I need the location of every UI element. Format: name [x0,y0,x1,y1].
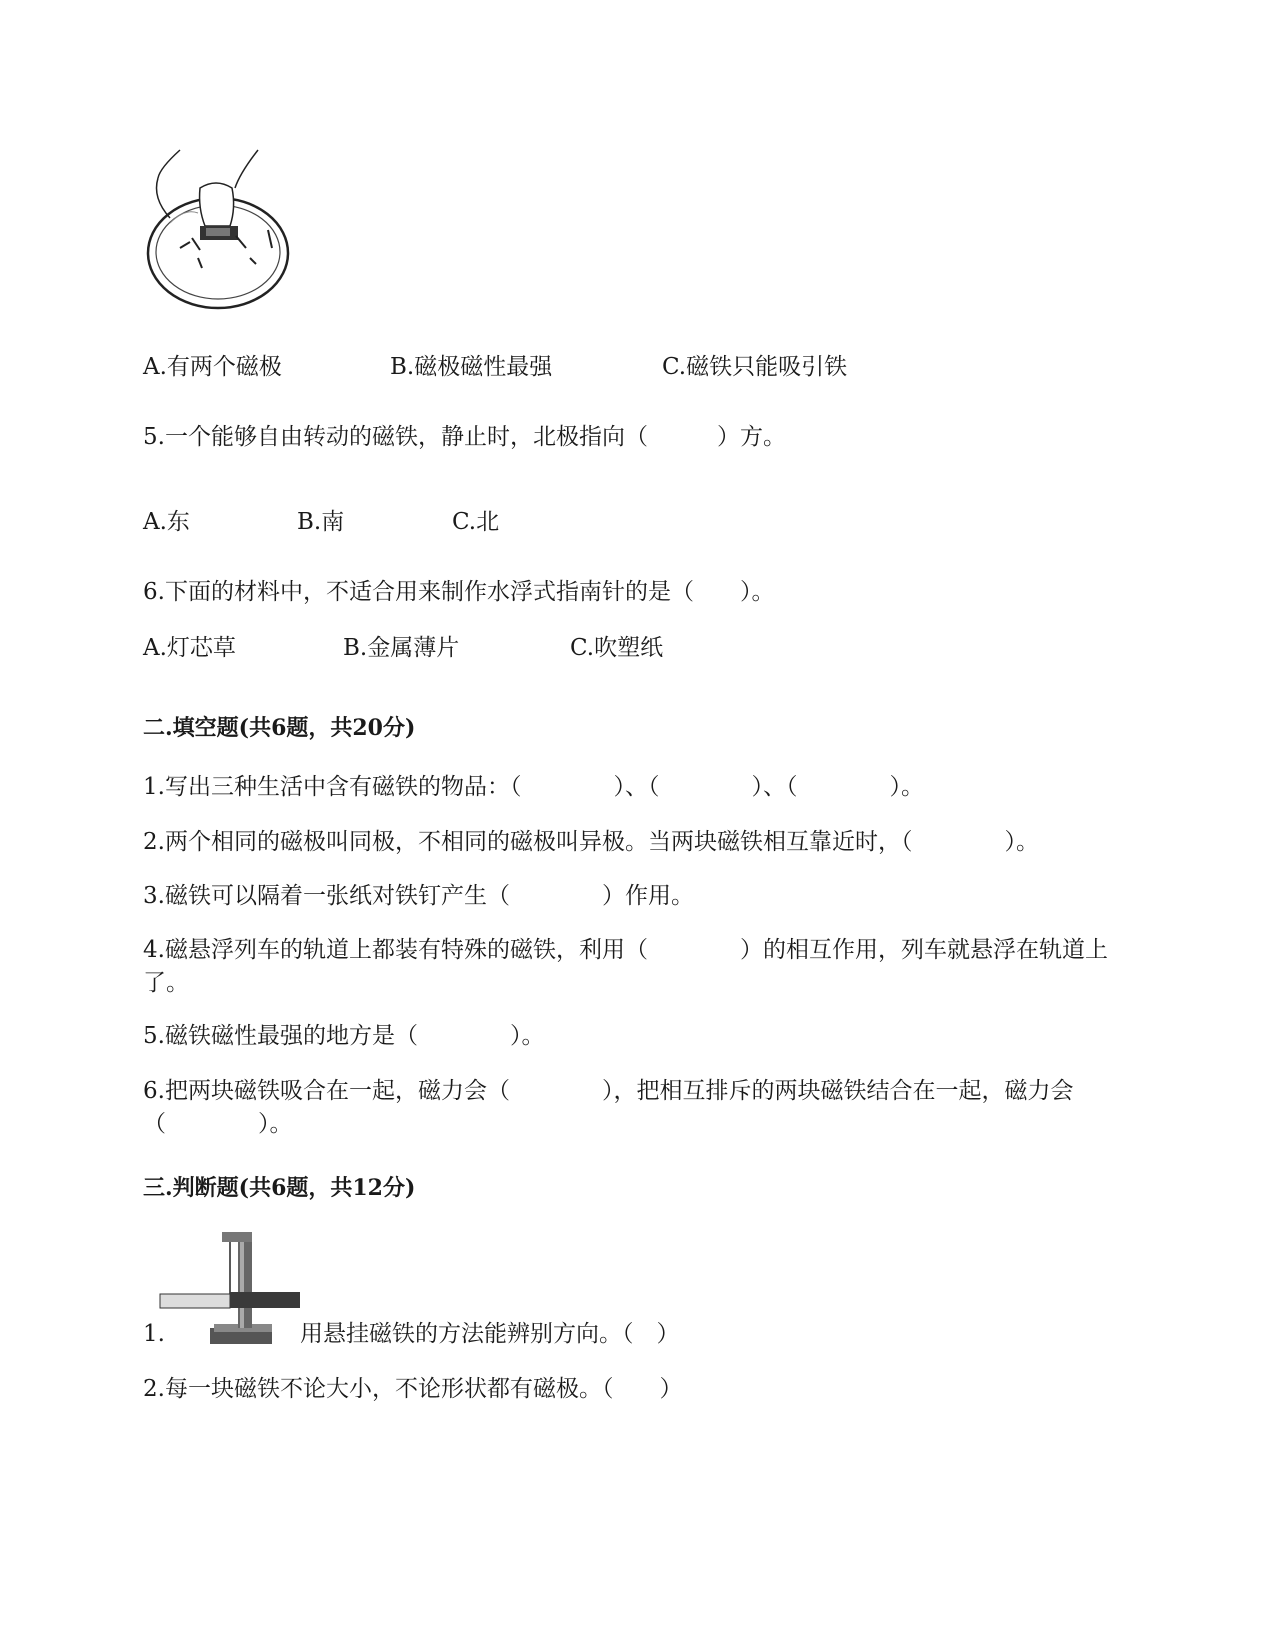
judge-q1-number: 1. [143,1321,165,1347]
fill-q5: 5.磁铁磁性最强的地方是（ ）。 [143,1023,545,1049]
judge-q1-text: 用悬挂磁铁的方法能辨别方向。（ ） [300,1321,680,1347]
fill-q2: 2.两个相同的磁极叫同极，不相同的磁极叫异极。当两块磁铁相互靠近时，（ ）。 [143,829,1039,855]
fill-q4: 4.磁悬浮列车的轨道上都装有特殊的磁铁，利用（ ）的相互作用，列车就悬浮在轨道上了。 [143,937,1108,996]
q5-option-a: A.东 [143,509,190,535]
judge-q2: 2.每一块磁铁不论大小，不论形状都有磁极。（ ） [143,1376,683,1402]
q6-stem: 6.下面的材料中，不适合用来制作水浮式指南针的是（ ）。 [143,579,775,605]
q4-option-c: C.磁铁只能吸引铁 [662,354,848,380]
section2-title: 二.填空题(共6题，共20分) [143,715,416,741]
q5-option-b: B.南 [297,509,345,535]
q5-stem: 5.一个能够自由转动的磁铁，静止时，北极指向（ ）方。 [143,424,786,450]
q6-option-a: A.灯芯草 [143,635,236,661]
q5-option-c: C.北 [452,509,500,535]
fill-q6: 6.把两块磁铁吸合在一起，磁力会（ ），把相互排斥的两块磁铁结合在一起，磁力会（ ）。 [143,1078,1074,1137]
q6-option-c: C.吹塑纸 [570,635,664,661]
q4-option-a: A.有两个磁极 [143,354,282,380]
hanging-magnet-illustration [158,1228,303,1350]
fill-q3: 3.磁铁可以隔着一张纸对铁钉产生（ ）作用。 [143,883,694,909]
q6-option-b: B.金属薄片 [343,635,460,661]
fill-q1: 1.写出三种生活中含有磁铁的物品：（ ）、（ ）、（ ）。 [143,774,924,800]
magnet-dish-illustration [140,148,300,318]
q4-option-b: B.磁极磁性最强 [390,354,553,380]
section3-title: 三.判断题(共6题，共12分) [143,1175,416,1201]
